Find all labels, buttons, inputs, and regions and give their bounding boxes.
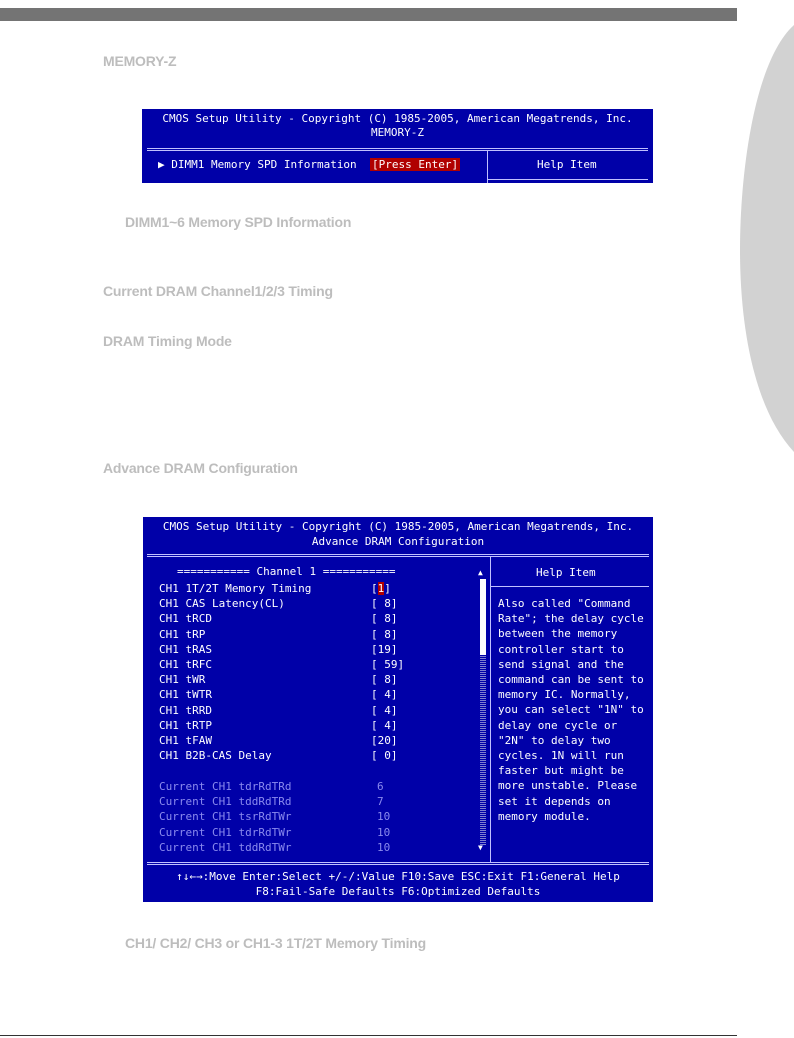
bios-title: CMOS Setup Utility - Copyright (C) 1985-2005, American Megatrends, Inc.: [162, 112, 633, 125]
current-timing-value: 10: [377, 810, 391, 824]
top-bar: [0, 8, 737, 21]
setting-label[interactable]: CH1 tWTR: [159, 688, 212, 702]
help-line: you can select "1N" to: [498, 703, 644, 717]
bottom-rule: [0, 1035, 737, 1036]
current-timing-label: Current CH1 tdrRdTRd: [159, 780, 292, 793]
setting-label[interactable]: CH1 B2B-CAS Delay: [159, 749, 272, 763]
setting-value[interactable]: [ 59]: [371, 658, 405, 671]
bios-subtitle: Advance DRAM Configuration: [311, 535, 485, 548]
heading-dram-timing-mode: DRAM Timing Mode: [103, 333, 232, 349]
scroll-up-icon[interactable]: ▲: [478, 568, 483, 577]
current-timing-label: Current CH1 tsrRdTWr: [159, 810, 292, 824]
footer-defaults: F8:Fail-Safe Defaults F6:Optimized Defaults: [255, 885, 541, 898]
setting-label[interactable]: CH1 tWR: [159, 673, 206, 687]
current-timing-value: 7: [377, 795, 384, 809]
heading-advance-config: Advance DRAM Configuration: [103, 460, 298, 476]
edit-cursor: 1: [377, 582, 385, 595]
setting-value[interactable]: [ 4]: [371, 688, 398, 702]
help-line: cycles. 1N will run: [498, 749, 624, 762]
setting-label[interactable]: CH1 tRFC: [159, 658, 212, 671]
current-timing-label: Current CH1 tddRdTRd: [159, 795, 292, 809]
help-line: Also called "Command: [498, 597, 631, 610]
bios-divider: [147, 148, 648, 149]
help-line: memory IC. Normally,: [498, 688, 631, 702]
setting-label[interactable]: CH1 tRP: [159, 627, 206, 641]
bios-memory-z-screen: [142, 109, 653, 183]
setting-value[interactable]: [ 8]: [371, 673, 398, 687]
setting-label[interactable]: CH1 tRAS: [159, 642, 212, 656]
channel-header: =========== Channel 1 ===========: [177, 565, 396, 578]
bios-subtitle: MEMORY-Z: [371, 126, 424, 139]
arrow-right-icon: ▶: [158, 158, 165, 171]
setting-value[interactable]: [ 8]: [371, 612, 398, 626]
setting-label[interactable]: CH1 CAS Latency(CL): [159, 597, 285, 611]
dimm1-spd-label: DIMM1 Memory SPD Information: [171, 158, 357, 171]
setting-label[interactable]: CH1 tFAW: [159, 734, 212, 747]
setting-value[interactable]: [ 8]: [371, 597, 398, 611]
bios-advance-dram-screen: [143, 517, 653, 902]
heading-current-timing: Current DRAM Channel1/2/3 Timing: [103, 283, 333, 299]
setting-value[interactable]: [1]: [371, 582, 391, 595]
help-line: between the memory: [498, 627, 618, 641]
bios-divider: [147, 554, 649, 555]
heading-memory-timing: CH1/ CH2/ CH3 or CH1-3 1T/2T Memory Timing: [125, 935, 426, 951]
help-item-title: Help Item: [536, 566, 596, 579]
setting-label[interactable]: CH1 tRCD: [159, 612, 212, 626]
press-enter-value[interactable]: [Press Enter]: [372, 158, 459, 171]
setting-label[interactable]: CH1 tRTP: [159, 718, 212, 732]
help-line: command can be sent to: [498, 673, 644, 686]
setting-value[interactable]: [ 4]: [371, 718, 398, 732]
current-timing-value: 6: [377, 780, 384, 793]
heading-memory-z: MEMORY-Z: [103, 53, 177, 69]
help-line: memory module.: [498, 809, 591, 823]
setting-value[interactable]: [19]: [371, 642, 398, 656]
footer-keys: ↑↓←→:Move Enter:Select +/-/:Value F10:Save ESC:Exit F1:General Help: [176, 870, 620, 883]
setting-value[interactable]: [ 0]: [371, 749, 398, 763]
current-timing-label: Current CH1 tdrRdTWr: [159, 825, 292, 839]
help-line: controller start to: [498, 642, 624, 656]
current-timing-label: Current CH1 tddRdTWr: [159, 840, 292, 854]
side-tab: [740, 0, 794, 460]
setting-label[interactable]: CH1 1T/2T Memory Timing: [159, 582, 312, 595]
help-line: faster but might be: [498, 764, 624, 778]
help-line: more unstable. Please: [498, 779, 638, 793]
help-line: send signal and the: [498, 657, 624, 671]
help-line: delay one cycle or: [498, 718, 618, 732]
scrollbar-thumb[interactable]: [480, 579, 486, 655]
current-timing-value: 10: [377, 840, 391, 854]
dimm1-spd-item[interactable]: [158, 157, 357, 172]
help-line: "2N" to delay two: [498, 733, 611, 747]
heading-dimm-spd: DIMM1~6 Memory SPD Information: [125, 214, 352, 230]
help-item-title: Help Item: [537, 158, 597, 171]
current-timing-value: 10: [377, 825, 391, 839]
bios-title: CMOS Setup Utility - Copyright (C) 1985-2005, American Megatrends, Inc.: [162, 520, 634, 533]
setting-label[interactable]: CH1 tRRD: [159, 703, 212, 717]
setting-value[interactable]: [20]: [371, 734, 398, 747]
scroll-down-icon[interactable]: ▼: [478, 843, 483, 852]
help-line: Rate"; the delay cycle: [498, 612, 644, 626]
setting-value[interactable]: [ 8]: [371, 627, 398, 641]
setting-value[interactable]: [ 4]: [371, 703, 398, 717]
help-line: set it depends on: [498, 794, 611, 808]
